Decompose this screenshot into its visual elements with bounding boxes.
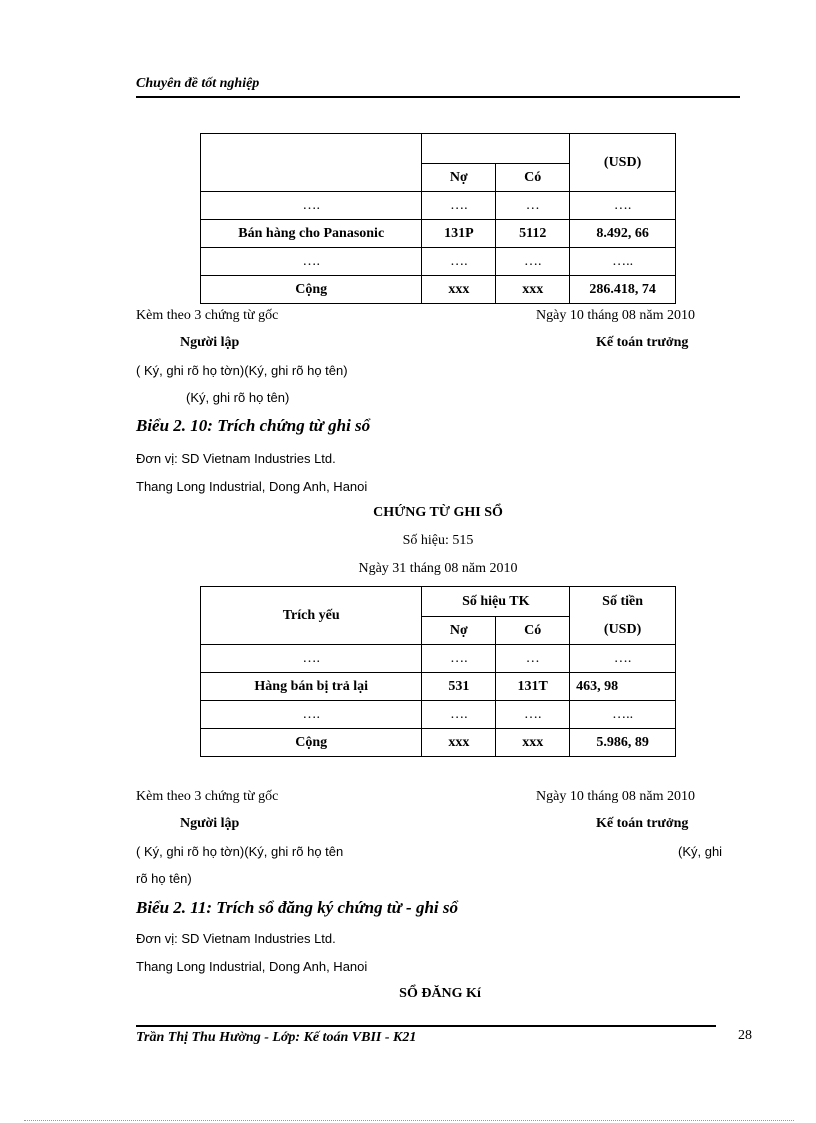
section-heading: Biểu 2. 11: Trích sổ đăng ký chứng từ - ghi sổ	[136, 898, 458, 917]
preparer-label: Người lập	[180, 335, 240, 350]
cell-no: ….	[422, 701, 496, 729]
table-row	[201, 248, 676, 276]
voucher-table-2	[200, 586, 676, 757]
voucher-table-1	[200, 133, 676, 304]
cell-amount: 8.492, 66	[570, 220, 676, 248]
table-row	[201, 673, 676, 701]
document-number: Số hiệu: 515	[402, 533, 474, 548]
chief-accountant-label: Kế toán trưởng	[596, 335, 689, 350]
cell-desc: Hàng bán bị trả lại	[201, 673, 422, 701]
cell-no: 131P	[422, 220, 496, 248]
cell-co: ….	[496, 248, 570, 276]
cell-desc: ….	[201, 645, 422, 673]
cell-amount: …..	[570, 701, 676, 729]
table-row	[201, 220, 676, 248]
table-row	[201, 701, 676, 729]
page-number: 28	[738, 1028, 752, 1043]
cell-co: 131T	[496, 673, 570, 701]
cell-amount: ….	[570, 192, 676, 220]
table1-header-desc	[201, 134, 422, 192]
sign-date: Ngày 10 tháng 08 năm 2010	[536, 789, 696, 804]
cell-no: ….	[422, 248, 496, 276]
table2-header-currency: (USD)	[570, 617, 676, 645]
cell-no: ….	[422, 645, 496, 673]
cell-desc: ….	[201, 192, 422, 220]
cell-amount: ….	[570, 645, 676, 673]
footer-author: Trần Thị Thu Hường - Lớp: Kế toán VBII - K21	[136, 1030, 417, 1045]
cell-amount: 463, 98	[570, 673, 676, 701]
table-row-total	[201, 729, 676, 757]
chief-accountant-label: Kế toán trưởng	[596, 816, 689, 831]
table2-header-account: Số hiệu TK	[422, 587, 570, 617]
table2-header-desc: Trích yếu	[201, 587, 422, 645]
cell-no: xxx	[422, 276, 496, 304]
page-edge-dots	[24, 1120, 794, 1121]
running-header: Chuyên đề tốt nghiệp	[136, 76, 260, 91]
company-address: Thang Long Industrial, Dong Anh, Hanoi	[136, 959, 368, 974]
company-address: Thang Long Industrial, Dong Anh, Hanoi	[136, 479, 368, 494]
signature-note: (Ký, ghi rõ họ tên)	[186, 390, 290, 405]
document-title: CHỨNG TỪ GHI SỔ	[373, 505, 503, 520]
table1-header-no: Nợ	[422, 164, 496, 192]
table2-header-co: Có	[496, 617, 570, 645]
document-date: Ngày 31 tháng 08 năm 2010	[358, 561, 518, 576]
footer-rule	[136, 1025, 716, 1027]
table2-header-amount: Số tiền	[570, 587, 676, 617]
signature-note: ( Ký, ghi rõ họ tờn)(Ký, ghi rõ họ tên	[136, 844, 344, 859]
section-heading: Biểu 2. 10: Trích chứng từ ghi sổ	[136, 416, 371, 435]
table1-header-co: Có	[496, 164, 570, 192]
document-title: SỔ ĐĂNG Kí	[399, 986, 481, 1001]
cell-co: …	[496, 645, 570, 673]
cell-co: ….	[496, 701, 570, 729]
table2-header-no: Nợ	[422, 617, 496, 645]
cell-co: xxx	[496, 276, 570, 304]
cell-no: 531	[422, 673, 496, 701]
table1-header-amount: (USD)	[570, 134, 676, 192]
cell-co: 5112	[496, 220, 570, 248]
cell-co: xxx	[496, 729, 570, 757]
company-unit: Đơn vị: SD Vietnam Industries Ltd.	[136, 451, 336, 466]
table-row-total	[201, 276, 676, 304]
signature-note: rõ họ tên)	[136, 871, 192, 886]
cell-no: xxx	[422, 729, 496, 757]
cell-desc: Cộng	[201, 276, 422, 304]
signature-note: (Ký, ghi	[678, 844, 723, 859]
cell-desc: ….	[201, 701, 422, 729]
attachment-note: Kèm theo 3 chứng từ gốc	[136, 789, 279, 804]
cell-desc: ….	[201, 248, 422, 276]
table-row	[201, 645, 676, 673]
company-unit: Đơn vị: SD Vietnam Industries Ltd.	[136, 931, 336, 946]
attachment-note: Kèm theo 3 chứng từ gốc	[136, 308, 279, 323]
signature-note: ( Ký, ghi rõ họ tờn)(Ký, ghi rõ họ tên)	[136, 363, 348, 378]
cell-co: …	[496, 192, 570, 220]
cell-amount: 286.418, 74	[570, 276, 676, 304]
preparer-label: Người lập	[180, 816, 240, 831]
cell-amount: …..	[570, 248, 676, 276]
table1-header-account	[422, 134, 570, 164]
cell-no: ….	[422, 192, 496, 220]
cell-desc: Bán hàng cho Panasonic	[201, 220, 422, 248]
header-rule	[136, 96, 740, 98]
cell-amount: 5.986, 89	[570, 729, 676, 757]
table-row	[201, 192, 676, 220]
sign-date: Ngày 10 tháng 08 năm 2010	[536, 308, 696, 323]
cell-desc: Cộng	[201, 729, 422, 757]
